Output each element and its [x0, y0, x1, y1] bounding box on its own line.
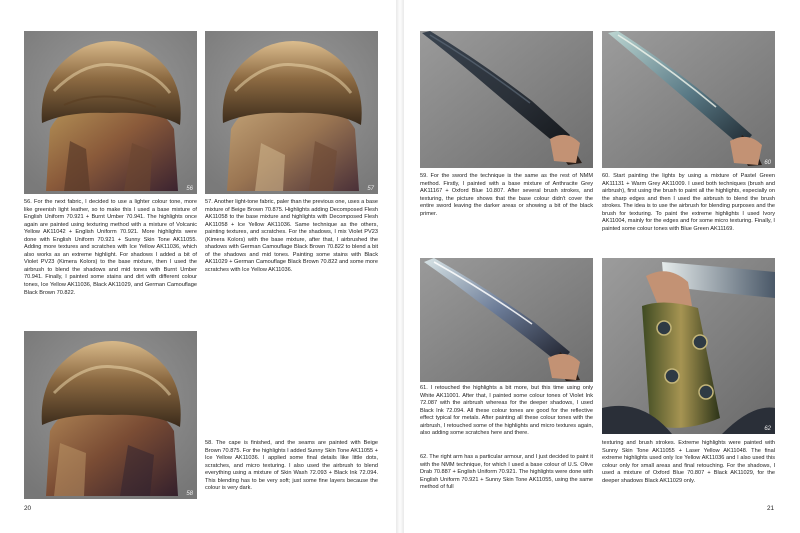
left-page: [0, 0, 396, 533]
caption-58: 58. The cape is finished, and the seams are painted with Beige Brown 70.875. For the highlights I added Sunny Skin Tone AK11055 + Ice Yellow AK11036. I applied some final details like little dots, scratches, and micro texturing. I also used the airbrush to blend everything using a mixture of Skin Wash 72.093 + Black Ink 72.094. This blending has to be very soft; just some fine layers because the colour is very dark.: [205, 440, 378, 492]
sword-blade-image: [602, 31, 775, 168]
sword-photo-61: [420, 258, 593, 382]
caption-61: 61. I retouched the highlights a bit more, but this time using only White AK11001. After that, I painted some colour tones of Violet Ink 72.087 with the airbrush whereas for the deeper shadows, I used Black Ink 72.094. All these colour tones are good for the reflective effect typical for metals. After painting all these colour tones with the airbrush, I retouched some of the highlights and micro textures again, also adding some scratches here and there.: [420, 385, 593, 437]
right-page: [404, 0, 800, 533]
cape-fur-image: [205, 31, 378, 194]
caption-59: 59. For the sword the technique is the same as the rest of NMM method. Firstly, I painted with a base mixture of Anthracite Grey AK11167 + Oxford Blue 10.807. After several brush strokes, and texturing, the picture shows that the base colour didn't cover the entire sword leaving the darker areas or showing a bit of the black primer.: [420, 173, 593, 217]
bust-photo-56: [24, 31, 197, 194]
caption-62: 62. The right arm has a particular armour, and I just decided to paint it with the NMM technique, for which I used a base colour of U.S. Olive Drab 70.887 + English Uniform 70.921. The highlights were done with English Uniform 70.921 + Sunny Skin Tone AK11055, using the same method of full: [420, 454, 593, 491]
sword-photo-59: [420, 31, 593, 168]
photo-number: 56: [186, 186, 193, 192]
photo-number: 58: [186, 491, 193, 497]
book-gutter: [396, 0, 404, 533]
photo-number: 62: [764, 426, 771, 432]
page-number-left: 20: [24, 505, 32, 512]
photo-number: 57: [367, 186, 374, 192]
sword-blade-image: [420, 31, 593, 168]
caption-62-continued: texturing and brush strokes. Extreme highlights were painted with Sunny Skin Tone AK11055 + Laser Yellow AK11048. The final extreme highlights used only Ice Yellow AK11036 and I also used this colour only for small areas and final retouching. For the shadows, I used a mixture of Oxford Blue 70.807 + Black AK11029, for the deeper shadows Black AK11029 only.: [602, 440, 775, 484]
arm-armour-image: [602, 258, 775, 434]
caption-56: 56. For the next fabric, I decided to use a lighter colour tone, more like greenish light leather, so to make this I used a base mixture of English Uniform 70.921 + Burnt Umber 70.941. The highlights once again are painted using texturing method with a mixture of Volcanic Yellow AK11042 + English Uniform 70.921. More highlights were done with English Uniform 70.921 + Sunny Skin Tone AK11055. Adding more textures and scratches with Ice Yellow AK11036, which also works as an extreme highlight. For shadows I added a bit of Violet PV23 (Kimera Kolors) to the base mixture, then I used the airbrush to blend the shadows and mid tones with Burnt Umber 70.941. Finally, I painted some stains and dirt with different colour tones, Ice Yellow AK11036, Black AK11029, and German Camouflage Black Brown 70.822.: [24, 199, 197, 296]
cape-fur-image: [24, 331, 197, 499]
page-number-right: 21: [767, 505, 775, 512]
bust-photo-57: [205, 31, 378, 194]
bust-photo-58: [24, 331, 197, 499]
sword-photo-60: [602, 31, 775, 168]
arm-armour-photo-62: [602, 258, 775, 434]
caption-60: 60. Start painting the lights by using a mixture of Pastel Green AK11131 + Warm Grey AK11009. I used both techniques (brush and airbrush), first using the brush to paint all the highlights, especially on the sharp edges and then I used the airbrush to blend the brush strokes. The idea is to use the airbrush for blending purposes and the brush for texturing. To paint the extreme highlights I used Ivory AK11004, mainly for the edges and for some micro texturing. Finally, I painted some colour tones with Blue Green AK11169.: [602, 173, 775, 232]
photo-number: 60: [764, 160, 771, 166]
cape-fur-image: [24, 31, 197, 194]
caption-57: 57. Another light-tone fabric, paler than the previous one, uses a base mixture of Beige Brown 70.875. Highlights adding Decomposed Flesh AK11058 to the base mixture and highlights with Decomposed Flesh AK11058 + Ice Yellow AK11036. Same technique as the others, painting textures, and scratches. For the shadows, I mix Violet PV23 (Kimera Kolors) with the base mixture, after that, I airbrushed the shadows with German Camouflage Black Brown 70.822 to blend a bit of the shadows and mid tones. Painting some stains with Black AK11029 + German Camouflage Black Brown 70.822 and some more scratches with Ice Yellow AK11036.: [205, 199, 378, 273]
sword-blade-image: [420, 258, 593, 382]
